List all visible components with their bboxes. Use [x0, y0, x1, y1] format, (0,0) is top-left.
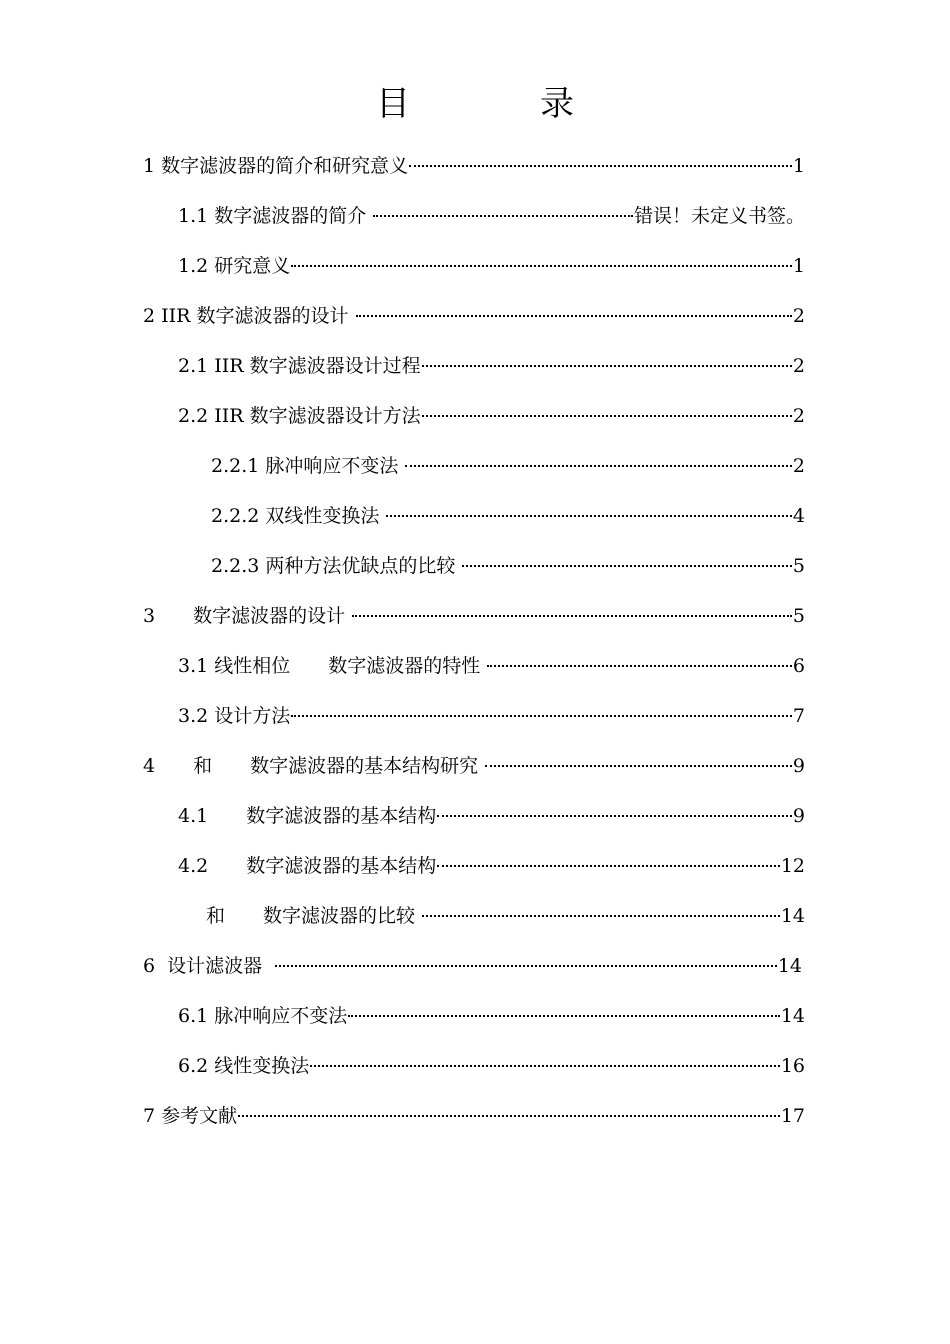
toc-entry-page: 2: [792, 405, 805, 427]
toc-entry-label: 2.2.1 脉冲响应不变法: [211, 455, 405, 477]
dot-leader: [356, 315, 792, 317]
toc-entry-page: 9: [792, 805, 805, 827]
dot-leader: [487, 665, 792, 667]
toc-entry-4-2[interactable]: [178, 851, 805, 881]
toc-entry-2[interactable]: [143, 301, 805, 331]
dot-leader: [352, 615, 792, 617]
toc-entry-1[interactable]: [143, 151, 805, 181]
toc-entry-label: 3.2 设计方法: [178, 705, 291, 727]
toc-entry-label: 3 数字滤波器的设计: [143, 605, 352, 627]
toc-entry-2-2[interactable]: [178, 401, 805, 431]
dot-leader: [422, 365, 792, 367]
toc-entry-page: 5: [792, 555, 805, 577]
toc-entry-2-2-3[interactable]: [211, 551, 805, 581]
toc-entry-page: 4: [792, 505, 805, 527]
toc-entry-page: 1: [792, 255, 805, 277]
toc-entry-label: 和 数字滤波器的比较: [206, 905, 422, 927]
toc-entry-page: 14: [777, 955, 802, 977]
dot-leader: [275, 965, 777, 967]
toc-entry-page: 6: [792, 655, 805, 677]
dot-leader: [238, 1115, 780, 1117]
toc-entry-7[interactable]: [143, 1101, 805, 1131]
toc-entry-page: 2: [792, 305, 805, 327]
dot-leader: [291, 265, 792, 267]
dot-leader: [291, 715, 792, 717]
toc-entry-page: 14: [780, 1005, 805, 1027]
toc-entry-label: 2.2.3 两种方法优缺点的比较: [211, 555, 462, 577]
toc-entry-label: 6.1 脉冲响应不变法: [178, 1005, 348, 1027]
toc-entry-5[interactable]: [206, 901, 805, 931]
toc-entry-2-2-2[interactable]: [211, 501, 805, 531]
dot-leader: [437, 865, 780, 867]
toc-entry-6-2[interactable]: [178, 1051, 805, 1081]
dot-leader: [422, 915, 780, 917]
toc-entry-label: 4.1 数字滤波器的基本结构: [178, 805, 437, 827]
dot-leader: [409, 165, 792, 167]
dot-leader: [348, 1015, 780, 1017]
toc-entry-page: 14: [780, 905, 805, 927]
toc-entry-label: 4.2 数字滤波器的基本结构: [178, 855, 437, 877]
toc-entry-label: 4 和 数字滤波器的基本结构研究: [143, 755, 485, 777]
page-title: 目 录: [376, 84, 622, 124]
dot-leader: [373, 215, 633, 217]
toc-entry-page: 2: [792, 355, 805, 377]
dot-leader: [386, 515, 791, 517]
toc-entry-page: 7: [792, 705, 805, 727]
toc-entry-page: 1: [792, 155, 805, 177]
toc-entry-label: 1 数字滤波器的简介和研究意义: [143, 155, 409, 177]
toc-entry-page: 2: [792, 455, 805, 477]
dot-leader: [310, 1065, 780, 1067]
toc-entry-2-2-1[interactable]: [211, 451, 805, 481]
toc-entry-label: 2.2.2 双线性变换法: [211, 505, 386, 527]
toc-entry-label: 7 参考文献: [143, 1105, 238, 1127]
dot-leader: [405, 465, 791, 467]
toc-entry-label: 6.2 线性变换法: [178, 1055, 310, 1077]
toc-entry-3-2[interactable]: [178, 701, 805, 731]
toc-entry-4[interactable]: [143, 751, 805, 781]
toc-entry-6[interactable]: [143, 951, 802, 981]
toc-entry-page: 16: [780, 1055, 805, 1077]
toc-entry-page: 17: [780, 1105, 805, 1127]
toc-entry-page: 12: [780, 855, 805, 877]
toc-entry-3-1[interactable]: [178, 651, 805, 681]
toc-entry-page: 5: [792, 605, 805, 627]
toc-entry-label: 2.2 IIR 数字滤波器设计方法: [178, 405, 421, 427]
toc-entry-label: 6 设计滤波器: [143, 955, 275, 977]
toc-entry-4-1[interactable]: [178, 801, 805, 831]
dot-leader: [422, 415, 792, 417]
toc-entry-label: 1.1 数字滤波器的简介: [178, 205, 373, 227]
toc-entry-6-1[interactable]: [178, 1001, 805, 1031]
toc-entry-1-1[interactable]: [178, 201, 805, 231]
toc-entry-label: 3.1 线性相位 数字滤波器的特性: [178, 655, 487, 677]
toc-entry-2-1[interactable]: [178, 351, 805, 381]
toc-entry-page: 错误！未定义书签。: [633, 205, 805, 227]
dot-leader: [485, 765, 792, 767]
dot-leader: [462, 565, 791, 567]
toc-entry-label: 1.2 研究意义: [178, 255, 291, 277]
dot-leader: [437, 815, 792, 817]
toc-entry-label: 2 IIR 数字滤波器的设计: [143, 305, 355, 327]
toc-entry-1-2[interactable]: [178, 251, 805, 281]
toc-entry-3[interactable]: [143, 601, 805, 631]
toc-entry-page: 9: [792, 755, 805, 777]
toc-entry-label: 2.1 IIR 数字滤波器设计过程: [178, 355, 421, 377]
